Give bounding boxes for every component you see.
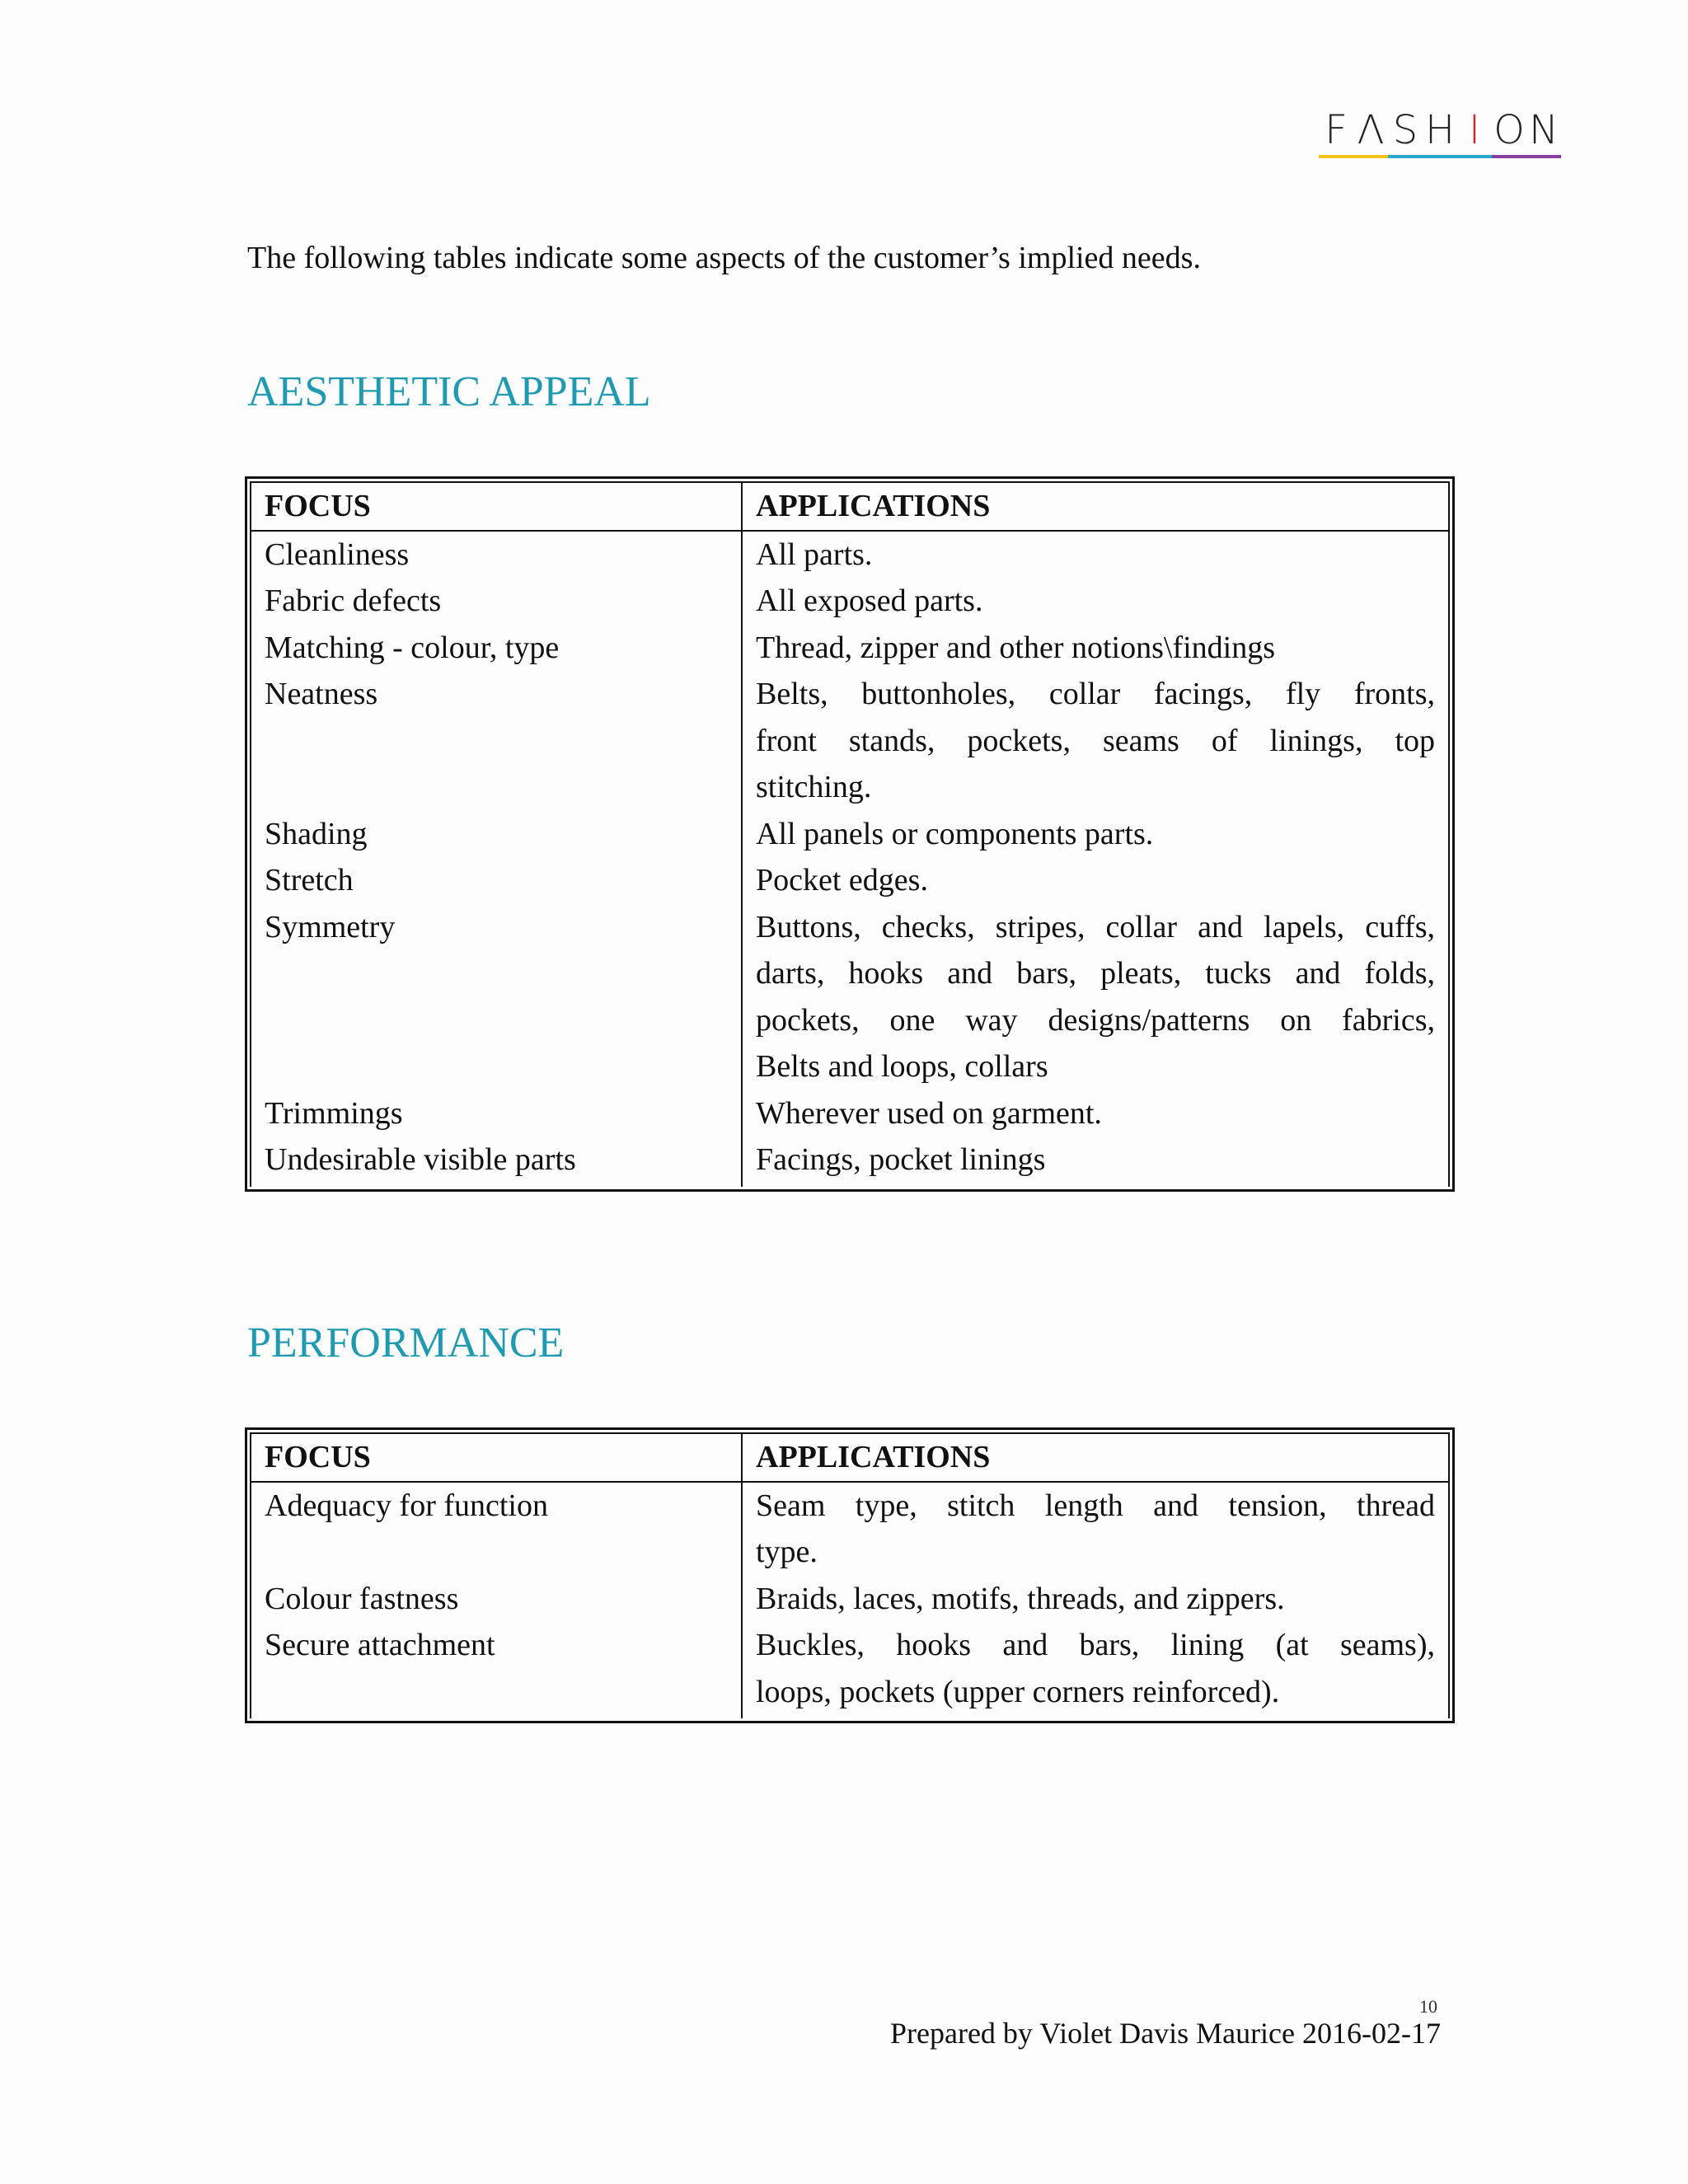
table-row [251, 1622, 1449, 1718]
focus-cell [251, 1622, 742, 1718]
column-header-applications: APPLICATIONS [742, 1433, 1449, 1482]
focus-cell [251, 857, 742, 904]
table-row [251, 811, 1449, 858]
focus-cell [251, 811, 742, 858]
applications-cell [742, 811, 1449, 858]
applications-cell [742, 671, 1449, 811]
table-row [251, 1576, 1449, 1623]
aesthetic-appeal-table [245, 476, 1455, 1192]
applications-line: type. [756, 1535, 818, 1569]
logo-letter: Λ [1353, 105, 1388, 155]
focus-cell [251, 1576, 742, 1623]
focus-label: Secure attachment [265, 1628, 495, 1662]
focus-cell [251, 1482, 742, 1576]
focus-cell [251, 1090, 742, 1137]
logo-letter: S [1388, 105, 1423, 155]
applications-line: All panels or components parts. [756, 816, 1154, 851]
focus-label: Matching - colour, type [265, 630, 560, 665]
applications-cell [742, 1137, 1449, 1187]
table-row [251, 531, 1449, 579]
applications-line: Facings, pocket linings [756, 1142, 1046, 1177]
table-row [251, 671, 1449, 811]
applications-cell [742, 1576, 1449, 1623]
logo-letter: I [1457, 105, 1492, 155]
logo-underline [1492, 155, 1526, 158]
applications-line: stitching. [756, 770, 872, 804]
logo-letter: H [1423, 105, 1457, 155]
applications-line: All parts. [756, 537, 873, 572]
table-row [251, 1482, 1449, 1576]
focus-label: Fabric defects [265, 583, 442, 618]
applications-cell [742, 625, 1449, 672]
applications-line: Buttons, checks, stripes, collar and lapels, cuffs, [756, 909, 1435, 944]
table-row [251, 857, 1449, 904]
focus-cell [251, 625, 742, 672]
focus-cell [251, 904, 742, 1090]
applications-line: Buckles, hooks and bars, lining (at seams), [756, 1628, 1435, 1662]
table-row [251, 1090, 1449, 1137]
applications-cell [742, 1482, 1449, 1576]
logo-letter: N [1526, 105, 1561, 155]
focus-label: Trimmings [265, 1095, 403, 1131]
focus-cell [251, 578, 742, 625]
focus-cell [251, 531, 742, 579]
applications-line: Belts and loops, collars [756, 1049, 1048, 1084]
focus-label: Shading [265, 816, 368, 851]
applications-line: Wherever used on garment. [756, 1095, 1102, 1131]
applications-line: Pocket edges. [756, 863, 928, 898]
table-row [251, 625, 1449, 672]
table-header-row [251, 1433, 1449, 1482]
performance-rows [251, 1482, 1449, 1719]
applications-line: Braids, laces, motifs, threads, and zippers. [756, 1581, 1285, 1616]
fashion-logo [1319, 105, 1561, 163]
applications-line: front stands, pockets, seams of linings, top [756, 723, 1435, 758]
applications-line: Seam type, stitch length and tension, thread [756, 1488, 1435, 1523]
applications-cell [742, 531, 1449, 579]
footer-prepared-by: Prepared by Violet Davis Maurice 2016-02-17 [889, 2017, 1441, 2050]
logo-underline [1353, 155, 1388, 158]
applications-line: darts, hooks and bars, pleats, tucks and folds, [756, 956, 1435, 991]
focus-label: Cleanliness [265, 537, 410, 572]
focus-cell [251, 671, 742, 811]
applications-cell [742, 578, 1449, 625]
focus-label: Undesirable visible parts [265, 1142, 576, 1177]
applications-cell [742, 857, 1449, 904]
logo-underline [1457, 155, 1492, 158]
section-heading-performance: PERFORMANCE [247, 1319, 565, 1366]
focus-label: Symmetry [265, 909, 396, 944]
intro-paragraph: The following tables indicate some aspects of the customer’s implied needs. [247, 241, 1201, 275]
focus-label: Neatness [265, 677, 378, 711]
column-header-focus: FOCUS [251, 1433, 742, 1482]
applications-line: All exposed parts. [756, 583, 983, 618]
table-row [251, 1137, 1449, 1187]
table-header-row [251, 482, 1449, 531]
applications-line: pockets, one way designs/patterns on fabrics, [756, 1002, 1435, 1038]
focus-label: Adequacy for function [265, 1488, 548, 1523]
focus-label: Stretch [265, 863, 354, 898]
focus-label: Colour fastness [265, 1581, 459, 1616]
logo-underline [1526, 155, 1561, 158]
logo-underline [1319, 155, 1353, 158]
applications-line: Thread, zipper and other notions\findings [756, 630, 1276, 665]
table-row [251, 578, 1449, 625]
table-row [251, 904, 1449, 1090]
applications-line: loops, pockets (upper corners reinforced). [756, 1674, 1280, 1709]
applications-cell [742, 1622, 1449, 1718]
performance-table [245, 1427, 1455, 1723]
logo-letter: F [1319, 105, 1353, 155]
column-header-focus: FOCUS [251, 482, 742, 531]
section-heading-aesthetic-appeal: AESTHETIC APPEAL [247, 368, 651, 415]
page-number: 10 [1419, 1996, 1437, 2017]
applications-cell [742, 904, 1449, 1090]
logo-letter: O [1492, 105, 1526, 155]
focus-cell [251, 1137, 742, 1187]
logo-underline [1423, 155, 1457, 158]
logo-underline [1388, 155, 1423, 158]
applications-cell [742, 1090, 1449, 1137]
applications-line: Belts, buttonholes, collar facings, fly fronts, [756, 677, 1435, 711]
aesthetic-appeal-rows [251, 531, 1449, 1187]
column-header-applications: APPLICATIONS [742, 482, 1449, 531]
